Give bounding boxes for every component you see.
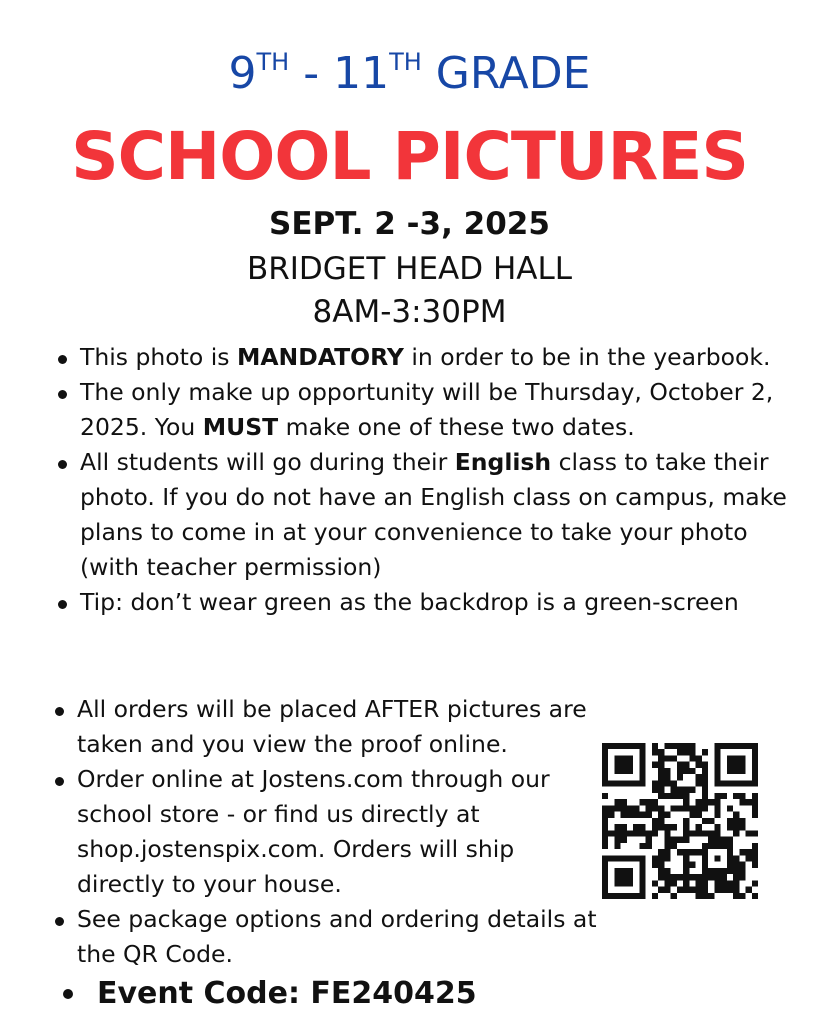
info-list: [80, 340, 800, 620]
order-list: [77, 692, 597, 972]
event-dates: SEPT. 2 -3, 2025: [269, 206, 550, 242]
list-item-makeup: The only make up opportunity will be Thursday, October 2, 2025. You MUST make one of these two dates.: [80, 375, 800, 445]
list-item-english-class: All students will go during their English class to take their photo. If you do not have an English class on campus, make plans to come in at your convenience to take your photo (with teacher permission): [80, 445, 800, 585]
list-item-orders: All orders will be placed AFTER pictures are taken and you view the proof online.: [77, 692, 597, 762]
event-code: Event Code: FE240425: [97, 974, 697, 1014]
page-title: SCHOOL PICTURES: [71, 118, 748, 195]
list-item-mandatory: This photo is MANDATORY in order to be in the yearbook.: [80, 340, 800, 375]
event-code-list: [97, 974, 697, 1014]
list-item-packages: See package options and ordering details at the QR Code.: [77, 902, 597, 972]
list-item-order-online: Order online at Jostens.com through our school store - or find us directly at shop.jostenspix.com. Orders will ship directly to your house.: [77, 762, 597, 902]
qr-code-icon[interactable]: [602, 743, 758, 899]
list-item-tip: Tip: don’t wear green as the backdrop is a green-screen: [80, 585, 800, 620]
event-time: 8AM-3:30PM: [312, 294, 507, 330]
grade-heading: 9TH - 11TH GRADE: [228, 48, 591, 99]
event-location: BRIDGET HEAD HALL: [246, 251, 573, 287]
